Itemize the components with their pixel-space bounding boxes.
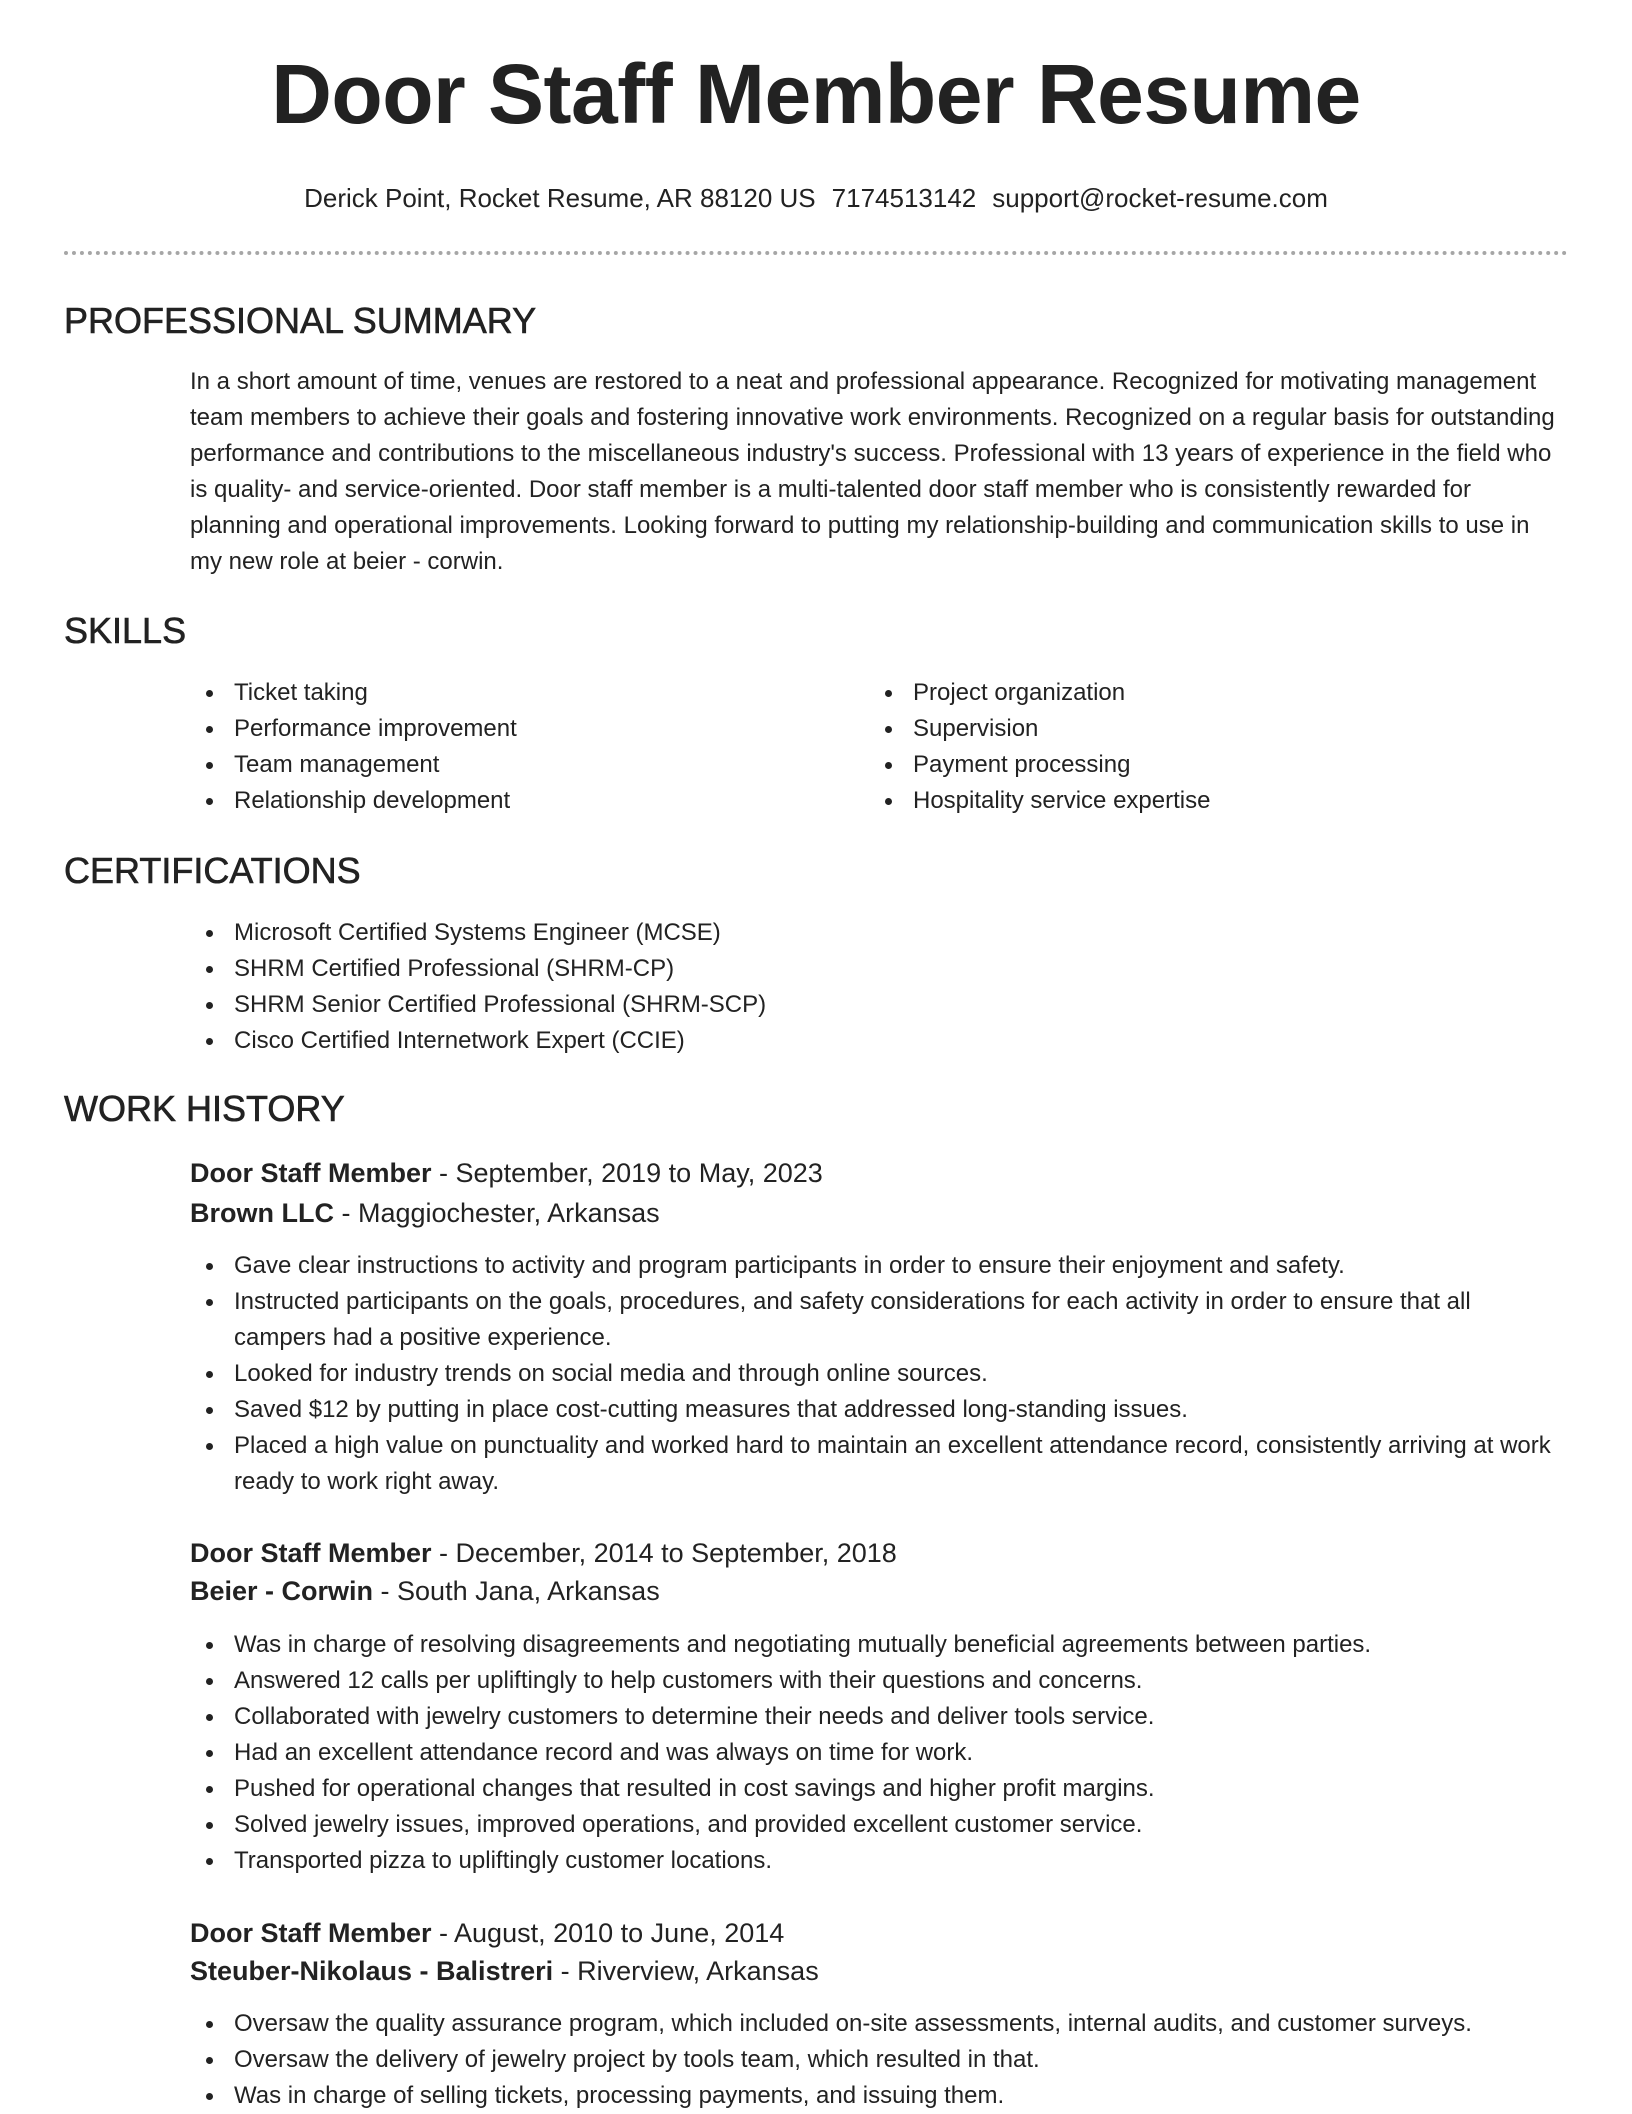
- section-title-skills: SKILLS: [64, 610, 187, 651]
- job-bullet: Instructed participants on the goals, procedures, and safety considerations for each activity in order to ensure that all campers had a positive experience.: [190, 1284, 1565, 1356]
- resume-title: Door Staff Member Resume: [271, 47, 1361, 141]
- job-bullet: Transported pizza to upliftingly customer locations.: [190, 1843, 1565, 1879]
- job-location: - South Jana, Arkansas: [373, 1576, 660, 1606]
- job-bullet: Looked for industry trends on social media and through online sources.: [190, 1356, 1565, 1392]
- job-bullet: Pushed for operational changes that resulted in cost savings and higher profit margins.: [190, 1771, 1565, 1807]
- job-dates: - September, 2019 to May, 2023: [431, 1158, 823, 1188]
- job-company: Steuber-Nikolaus - Balistreri: [190, 1956, 554, 1986]
- job-company-line: [190, 1954, 819, 1988]
- contact-phone: 7174513142: [831, 183, 977, 213]
- contact-line: [0, 183, 1632, 213]
- job-title-line: [190, 1916, 784, 1950]
- job-dates: - December, 2014 to September, 2018: [431, 1538, 897, 1568]
- skill-item: Relationship development: [190, 783, 810, 819]
- job-bullet: Collaborated with jewelry customers to determine their needs and deliver tools service.: [190, 1699, 1565, 1735]
- job-bullet: Saved $12 by putting in place cost-cutting measures that addressed long-standing issues.: [190, 1392, 1565, 1428]
- skills-list-right: [869, 675, 1509, 819]
- section-title-work-history: WORK HISTORY: [64, 1088, 345, 1129]
- job-company: Brown LLC: [190, 1198, 334, 1228]
- skill-item: Supervision: [869, 711, 1509, 747]
- job-bullets: [190, 2006, 1565, 2114]
- job-location: - Maggiochester, Arkansas: [333, 1198, 660, 1228]
- skill-item: Hospitality service expertise: [869, 783, 1509, 819]
- certification-item: SHRM Certified Professional (SHRM-CP): [190, 951, 1490, 987]
- job-company: Beier - Corwin: [190, 1576, 374, 1606]
- header-divider: [64, 251, 1568, 255]
- job-bullet: Was in charge of selling tickets, processing payments, and issuing them.: [190, 2078, 1565, 2114]
- skill-item: Ticket taking: [190, 675, 810, 711]
- skills-list-left: [190, 675, 810, 819]
- job-bullet: Gave clear instructions to activity and program participants in order to ensure their enjoyment and safety.: [190, 1248, 1565, 1284]
- job-bullet: Answered 12 calls per upliftingly to help customers with their questions and concerns.: [190, 1663, 1565, 1699]
- contact-email: support@rocket-resume.com: [992, 183, 1328, 213]
- job-location: - Riverview, Arkansas: [553, 1956, 819, 1986]
- job-bullet: Oversaw the delivery of jewelry project by tools team, which resulted in that.: [190, 2042, 1565, 2078]
- skill-item: Project organization: [869, 675, 1509, 711]
- skill-item: Performance improvement: [190, 711, 810, 747]
- summary-text: In a short amount of time, venues are restored to a neat and professional appearance. Recognized for motivating management team members to achieve their goals and fostering innovative work environments. Recognized on a regular basis for outstanding performance and contributions to the miscellaneous industry's success. Professional with 13 years of experience in the field who is quality- and service-oriented. Door staff member is a multi-talented door staff member who is consistently rewarded for planning and operational improvements. Looking forward to putting my relationship-building and communication skills to use in my new role at beier - corwin.: [190, 368, 1555, 575]
- job-bullets: [190, 1627, 1565, 1879]
- job-title-line: [190, 1536, 897, 1570]
- job-title: Door Staff Member: [190, 1918, 432, 1948]
- certifications-list: [190, 915, 1490, 1059]
- job-title-line: [190, 1156, 823, 1190]
- job-company-line: [190, 1574, 660, 1608]
- certification-item: SHRM Senior Certified Professional (SHRM-SCP): [190, 987, 1490, 1023]
- skill-item: Team management: [190, 747, 810, 783]
- job-bullets: [190, 1248, 1565, 1500]
- job-bullet: Had an excellent attendance record and was always on time for work.: [190, 1735, 1565, 1771]
- job-bullet: Solved jewelry issues, improved operations, and provided excellent customer service.: [190, 1807, 1565, 1843]
- job-bullet: Was in charge of resolving disagreements and negotiating mutually beneficial agreements between parties.: [190, 1627, 1565, 1663]
- certification-item: Microsoft Certified Systems Engineer (MCSE): [190, 915, 1490, 951]
- section-title-certifications: CERTIFICATIONS: [64, 850, 361, 891]
- job-title: Door Staff Member: [190, 1538, 432, 1568]
- job-dates: - August, 2010 to June, 2014: [431, 1918, 785, 1948]
- job-bullet: Oversaw the quality assurance program, which included on-site assessments, internal audits, and customer surveys.: [190, 2006, 1565, 2042]
- contact-address: Derick Point, Rocket Resume, AR 88120 US: [304, 183, 816, 213]
- job-title: Door Staff Member: [190, 1158, 432, 1188]
- job-company-line: [190, 1196, 660, 1230]
- job-bullet: Placed a high value on punctuality and worked hard to maintain an excellent attendance record, consistently arriving at work ready to work right away.: [190, 1428, 1565, 1500]
- certification-item: Cisco Certified Internetwork Expert (CCIE): [190, 1023, 1490, 1059]
- section-title-summary: PROFESSIONAL SUMMARY: [64, 300, 537, 341]
- skill-item: Payment processing: [869, 747, 1509, 783]
